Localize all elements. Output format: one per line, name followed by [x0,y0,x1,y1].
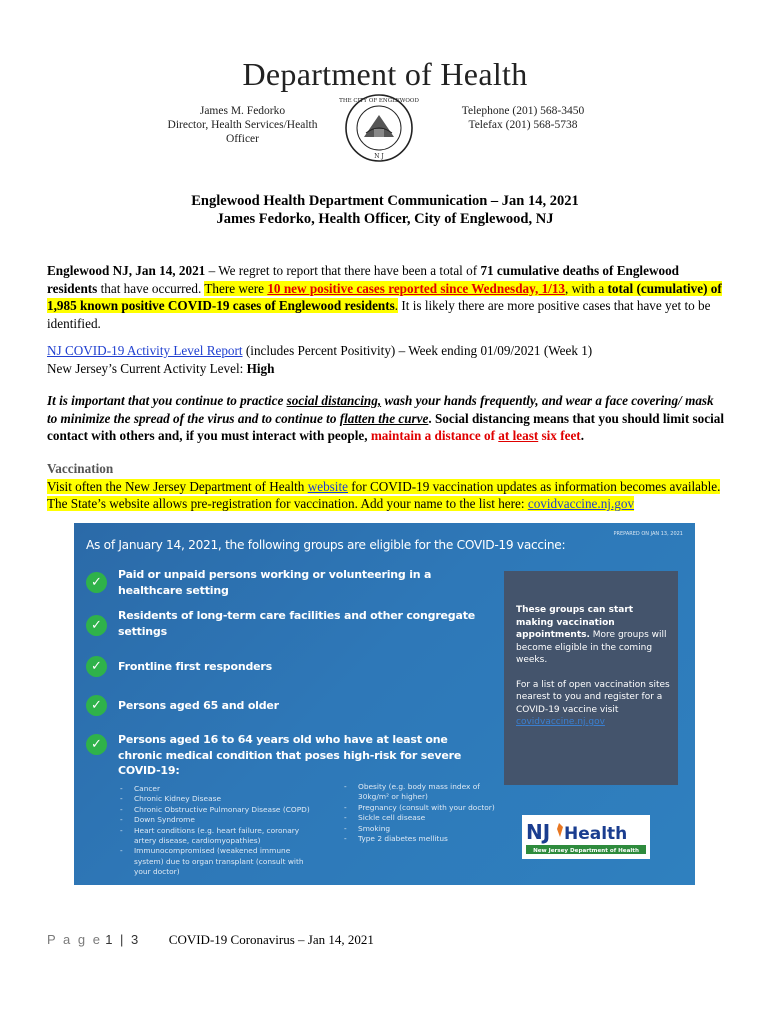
eligible-group: Paid or unpaid persons working or volunteering in a healthcare setting [118,568,432,597]
guidance-bold-1: . Social distancing means that you should limit social contact with others and, if you must interact with people, [47,410,725,443]
website-link[interactable]: website [307,478,348,494]
department-title: Department of Health [242,56,528,92]
check-icon: ✓ [86,695,107,716]
nj-health-logo [522,815,650,859]
activity-desc: (includes Percent Positivity) – Week ending 01/09/2021 (Week 1) [242,343,593,358]
telephone: Telephone (201) 568-3450 [461,105,585,117]
appointment-bold: These groups can start making vaccination appointments. [516,605,634,640]
report-lead: Englewood NJ, Jan 14, 2021 [47,263,206,278]
footer-caption: COVID-19 Coronavirus – Jan 14, 2021 [168,932,374,947]
telefax: Telefax (201) 568-5738 [468,119,578,131]
sidebox-vaccine-link[interactable]: covidvaccine.nj.gov [516,717,605,727]
condition-item: - Chronic Kidney Disease [120,794,320,804]
appointment-sites: For a list of open vaccination sites nearest to you and register for a COVID-19 vaccine visit [516,679,670,715]
headline-line-1: Englewood Health Department Communication – Jan 14, 2021 [191,193,579,209]
report-text-1: – We regret to report that there have been a total of [205,263,481,278]
report-text-2: that have occurred. [97,280,205,296]
condition-item: - Chronic Obstructive Pulmonary Disease (COPD) [120,805,320,815]
condition-item: - Down Syndrome [120,815,320,825]
communication-headline [0,192,770,228]
eligible-group: Frontline first responders [118,660,272,673]
eligible-group: Persons aged 65 and older [118,699,279,712]
flatten-curve-phrase: flatten the curve [339,410,429,426]
condition-item: - Cancer [120,784,320,794]
check-icon: ✓ [86,656,107,677]
activity-level-value: High [246,360,275,376]
distance-phrase: maintain a distance of [370,428,499,443]
eligible-group: Persons aged 16 to 64 years old who have at least one chronic medical condition that poses high-risk for severe COVID-19: [118,733,462,777]
svg-text:THE CITY OF ENGLEWOOD: THE CITY OF ENGLEWOOD [339,98,419,104]
check-icon: ✓ [86,734,107,755]
report-text-3: There were [204,280,268,296]
vaccination-text-1: Visit often the New Jersey Department of Health [47,478,308,494]
page-word: P a g e [47,932,102,947]
appointment-info-box [504,571,678,785]
page-footer [47,932,374,948]
city-seal-icon [339,93,419,163]
check-icon: ✓ [86,572,107,593]
report-text-5: . [394,298,399,313]
guidance-bold-2: . [580,428,584,443]
social-distancing-phrase: social distancing, [286,393,382,408]
svg-text:New Jersey Department of Healt: New Jersey Department of Health [533,848,639,854]
guidance-paragraph [47,392,727,445]
director-block [150,104,335,146]
condition-item: - Obesity (e.g. body mass index of 30kg/m² or higher) [344,782,504,803]
condition-item: - Sickle cell disease [344,813,504,823]
vaccination-text-2: for COVID-19 vaccination updates as information becomes available. The State’s website allows pre-registration for vaccination. Add your name to the list here: [47,478,721,511]
guidance-italic-2: wash your hands frequently, and wear a face covering/ mask to minimize the spread of the virus and to continue to [47,393,714,426]
condition-item: - Heart conditions (e.g. heart failure, coronary artery disease, cardiomyopathies) [120,826,320,847]
condition-item: - Smoking [344,824,504,834]
condition-item: - Type 2 diabetes mellitus [344,834,504,844]
vaccination-heading: Vaccination [47,461,114,476]
conditions-list-right [344,782,504,844]
deaths-count: 71 cumulative deaths of Englewood residents [47,263,679,296]
report-text-4: , with a [565,280,608,296]
check-icon: ✓ [86,615,107,636]
at-least-phrase: at least [498,428,539,443]
guidance-italic-1: It is important that you continue to practice [47,393,287,408]
six-feet-phrase: six feet [538,428,581,443]
vaccine-eligibility-infographic [74,523,695,885]
director-name: James M. Fedorko [199,105,286,117]
condition-item: - Pregnancy (consult with your doctor) [344,803,504,813]
prepared-date: PREPARED ON JAN 13, 2021 [613,531,683,537]
director-title: Director, Health Services/Health Officer [167,119,318,145]
page-number: 1 | 3 [105,932,141,947]
vaccination-section [47,460,727,513]
appointment-info-text [516,604,671,729]
new-cases-count: 10 new positive cases reported since Wednesday, 1/13 [267,280,566,296]
headline-line-2: James Fedorko, Health Officer, City of Englewood, NJ [216,211,554,227]
svg-text:Health: Health [564,824,628,844]
total-cases-count: total (cumulative) of 1,985 known positive COVID-19 cases of Englewood residents [47,280,722,313]
activity-report-link[interactable]: NJ COVID-19 Activity Level Report [47,343,243,358]
report-text-6: It is likely there are more positive cases that have yet to be identified. [47,298,711,331]
appointment-more: More groups will become eligible in the coming weeks. [516,630,667,665]
contact-block [448,104,598,132]
activity-paragraph [47,342,727,377]
vaccination-text [47,479,720,512]
condition-item: - Immunocompromised (weakened immune system) due to organ transplant (consult with your doctor) [120,846,320,877]
svg-text:N J: N J [374,153,384,160]
svg-text:NJ: NJ [526,820,551,844]
conditions-list-left [120,784,320,878]
eligible-group: Residents of long-term care facilities and other congregate settings [118,609,476,638]
activity-level-label: New Jersey’s Current Activity Level: [47,360,247,376]
covidvaccine-link[interactable]: covidvaccine.nj.gov [527,496,635,511]
report-paragraph [47,262,727,332]
infographic-title: As of January 14, 2021, the following groups are eligible for the COVID-19 vaccine: [86,538,566,552]
